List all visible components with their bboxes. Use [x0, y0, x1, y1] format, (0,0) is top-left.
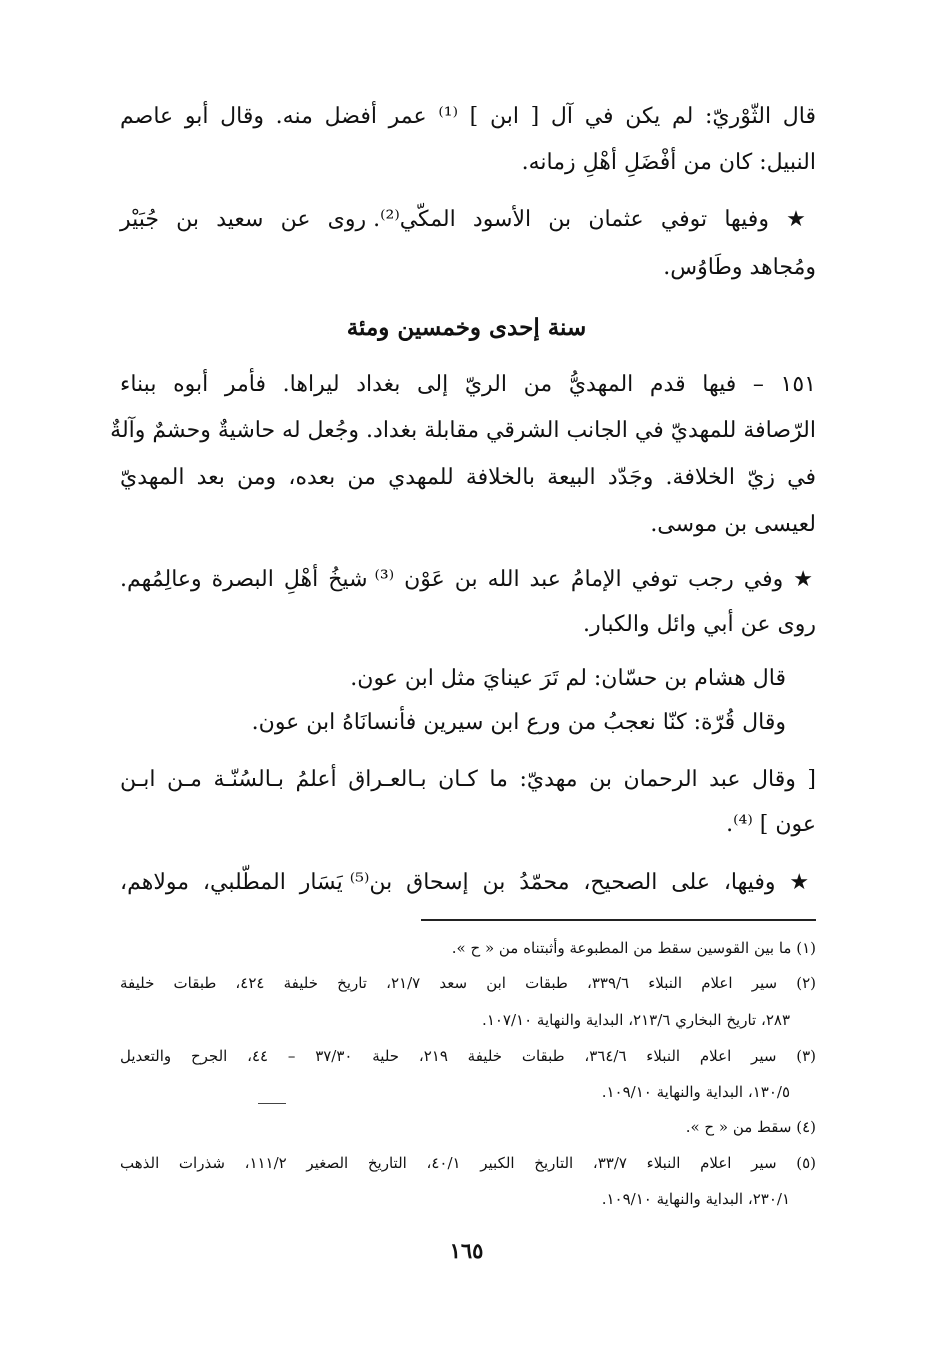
paragraph-3-line-2: الرّصافة للمهديّ في الجانب الشرقي مقابلة بغداد. وجُعل له حاشيةٌ وحشمٌ وآلةٌ	[110, 418, 816, 443]
footnote-dash	[258, 1103, 286, 1104]
quote-line-2: وقال قُرّة: كنّا نعجبُ من ورع ابن سيرين فأنسانَاهُ ابن عون.	[251, 710, 786, 735]
page-number: ١٦٥	[449, 1238, 484, 1263]
footnote-4: (٤) سقط من « ح ».	[685, 1118, 816, 1136]
paragraph-1-line-2: النبيل: كان من أفْضَلِ أهْلِ زمانه.	[521, 150, 816, 175]
paragraph-5-line-2: عون ] ⁽⁴⁾.	[726, 812, 816, 837]
section-heading: سنة إحدى وخمسين ومئة	[346, 314, 587, 341]
footnote-separator	[421, 919, 816, 921]
paragraph-3-line-3: في زيّ الخلافة. وجَدّد البيعة بالخلافة للمهدي من بعده، ومن بعد المهديّ	[120, 465, 816, 490]
footnote-3-line-2: ١٣٠/٥، البداية والنهاية ١٠٩/١٠.	[601, 1083, 790, 1101]
paragraph-2-line-1: ★ وفيها توفي عثمان بن الأسود المكّي⁽²⁾. روى عن سعيد بن جُبَيْر	[120, 207, 816, 232]
footnote-1: (١) ما بين القوسين سقط من المطبوعة وأثبتناه من « ح ».	[451, 939, 816, 957]
paragraph-6-line-1: ★ وفيها، على الصحيح، محمّدُ بن إسحاق بن⁽⁵⁾ يَسَار المطّلبي، مولاهم،	[120, 870, 816, 895]
paragraph-3-line-4: لعيسى بن موسى.	[650, 512, 816, 537]
footnote-2-line-1: (٢) سير اعلام النبلاء ٣٣٩/٦، طبقات ابن سعد ٢١/٧، تاريخ خليفة ٤٢٤، طبقات خليفة	[120, 974, 816, 992]
paragraph-3-line-1: ١٥١ – فيها قدم المهديُّ من الريّ إلى بغداد ليراها. فأمر أبوه ببناء	[120, 372, 816, 397]
paragraph-4-line-2: روى عن أبي وائل والكبار.	[583, 612, 816, 637]
paragraph-1-line-1: قال الثّوْريّ: لم يكن في آل [ ابن ] ⁽¹⁾ عمر أفضل منه. وقال أبو عاصم	[120, 104, 816, 129]
footnote-5-line-1: (٥) سير اعلام النبلاء ٣٣/٧، التاريخ الكبير ٤٠/١، التاريخ الصغير ١١١/٢، شذرات الذهب	[120, 1154, 816, 1172]
paragraph-4-line-1: ★ وفي رجب توفي الإمامُ عبد الله بن عَوْن ⁽³⁾ شيخُ أهْلِ البصرة وعالِمُهم.	[120, 567, 817, 592]
footnote-3-line-1: (٣) سير اعلام النبلاء ٣٦٤/٦، طبقات خليفة ٢١٩، حلية ٣٧/٣٠ – ٤٤، الجرح والتعديل	[120, 1047, 816, 1065]
paragraph-2-line-2: ومُجاهد وطَاوُس.	[663, 255, 816, 280]
footnote-5-line-2: ٢٣٠/١، البداية والنهاية ١٠٩/١٠.	[601, 1190, 790, 1208]
paragraph-5-line-1: [ وقال عبد الرحمان بن مهديّ: ما كـان بـالعـراق أعلمُ بـالسُنّـة مـن ابـن	[120, 767, 816, 792]
footnote-2-line-2: ٢٨٣، تاريخ البخاري ٢١٣/٦، البداية والنهاية ١٠٧/١٠.	[482, 1011, 790, 1029]
quote-line-1: قال هشام بن حسّان: لم تَرَ عينايَ مثل ابن عون.	[350, 666, 786, 691]
